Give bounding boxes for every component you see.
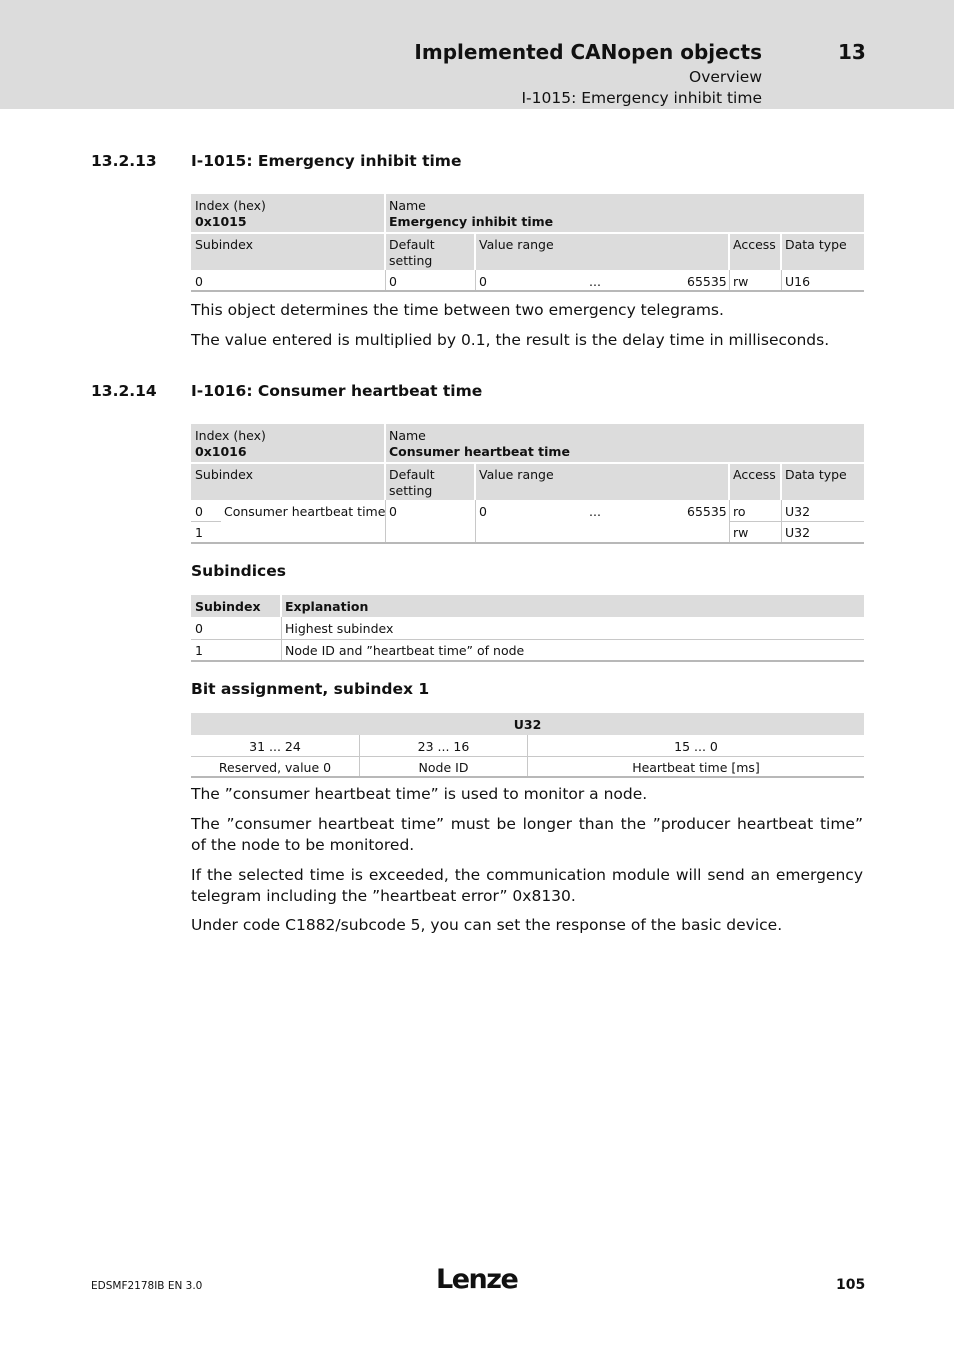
table-cell: 0 [195, 504, 203, 519]
table-cell: 1 [195, 525, 203, 540]
table-cell: Consumer heartbeat time [224, 504, 386, 519]
paragraph: This object determines the time between two emergency telegrams. [191, 301, 724, 319]
table-cell: ... [589, 504, 601, 519]
col-range: Value range [479, 237, 554, 252]
col-subindex: Subindex [195, 467, 253, 482]
table-cell: ... [589, 274, 601, 289]
header-breadcrumb-1: Overview [689, 68, 762, 86]
paragraph: The ”consumer heartbeat time” must be longer than the ”producer heartbeat time” of the node to be monitored. [191, 815, 863, 854]
paragraph: Under code C1882/subcode 5, you can set the response of the basic device. [191, 916, 783, 934]
bit-range: 31 ... 24 [249, 739, 301, 754]
col-subindex: Subindex [195, 237, 253, 252]
col-subindex: Subindex [195, 599, 261, 614]
bit-assignment-table [191, 713, 864, 779]
col-access: Access [733, 467, 776, 482]
table-cell: ro [733, 504, 746, 519]
col-default: Default setting [389, 467, 435, 498]
col-default: Default setting [389, 237, 435, 268]
index-value: 0x1016 [195, 444, 247, 459]
lenze-logo: Lenze [436, 1264, 518, 1295]
paragraph: The value entered is multiplied by 0.1, the result is the delay time in milliseconds. [191, 331, 830, 349]
col-type: Data type [785, 237, 847, 252]
index-value: 0x1015 [195, 214, 247, 229]
col-access: Access [733, 237, 776, 252]
table-cell: 0 [479, 274, 487, 289]
subindices-heading: Subindices [191, 562, 286, 580]
section-number: 13.2.14 [91, 382, 157, 400]
table-cell: Node ID and ”heartbeat time” of node [285, 643, 525, 658]
table-cell: U32 [785, 504, 811, 519]
paragraph: The ”consumer heartbeat time” is used to monitor a node. [191, 785, 648, 803]
col-range: Value range [479, 467, 554, 482]
table-cell: U32 [785, 525, 811, 540]
table-cell: Highest subindex [285, 621, 394, 636]
object-table-1016 [191, 424, 864, 546]
table-cell: rw [733, 274, 749, 289]
bit-range: 15 ... 0 [674, 739, 718, 754]
chapter-title: Implemented CANopen objects [414, 40, 762, 64]
bit-meaning: Reserved, value 0 [218, 760, 332, 775]
name-label: Name [389, 428, 426, 443]
name-value: Consumer heartbeat time [389, 444, 570, 459]
subindices-table [191, 595, 864, 663]
table-cell: 0 [479, 504, 487, 519]
table-cell: 0 [195, 274, 203, 289]
paragraph: If the selected time is exceeded, the communication module will send an emergency telegram including the ”heartbeat error” 0x8130. [191, 866, 863, 905]
table-cell: 65535 [687, 274, 727, 289]
col-explanation: Explanation [285, 599, 369, 614]
bit-type: U32 [513, 717, 542, 732]
section-title: I-1016: Consumer heartbeat time [191, 382, 483, 400]
chapter-number: 13 [838, 40, 866, 64]
bit-meaning: Heartbeat time [ms] [632, 760, 760, 775]
page-header [0, 0, 954, 109]
object-table-1015 [191, 194, 864, 292]
name-label: Name [389, 198, 426, 213]
document-id: EDSMF2178IB EN 3.0 [91, 1280, 203, 1292]
table-cell: rw [733, 525, 749, 540]
section-title: I-1015: Emergency inhibit time [191, 152, 462, 170]
bit-meaning: Node ID [418, 760, 469, 775]
index-label: Index (hex) [195, 198, 266, 213]
table-cell: 0 [389, 504, 397, 519]
bit-assignment-heading: Bit assignment, subindex 1 [191, 680, 430, 698]
name-value: Emergency inhibit time [389, 214, 554, 229]
index-label: Index (hex) [195, 428, 266, 443]
col-type: Data type [785, 467, 847, 482]
section-number: 13.2.13 [91, 152, 157, 170]
table-cell: 1 [195, 643, 203, 658]
table-cell: 0 [195, 621, 203, 636]
table-cell: 0 [389, 274, 397, 289]
header-breadcrumb-2: I-1015: Emergency inhibit time [521, 89, 762, 107]
page-number: 105 [836, 1277, 866, 1293]
table-cell: 65535 [687, 504, 727, 519]
table-cell: U16 [785, 274, 811, 289]
bit-range: 23 ... 16 [417, 739, 470, 754]
